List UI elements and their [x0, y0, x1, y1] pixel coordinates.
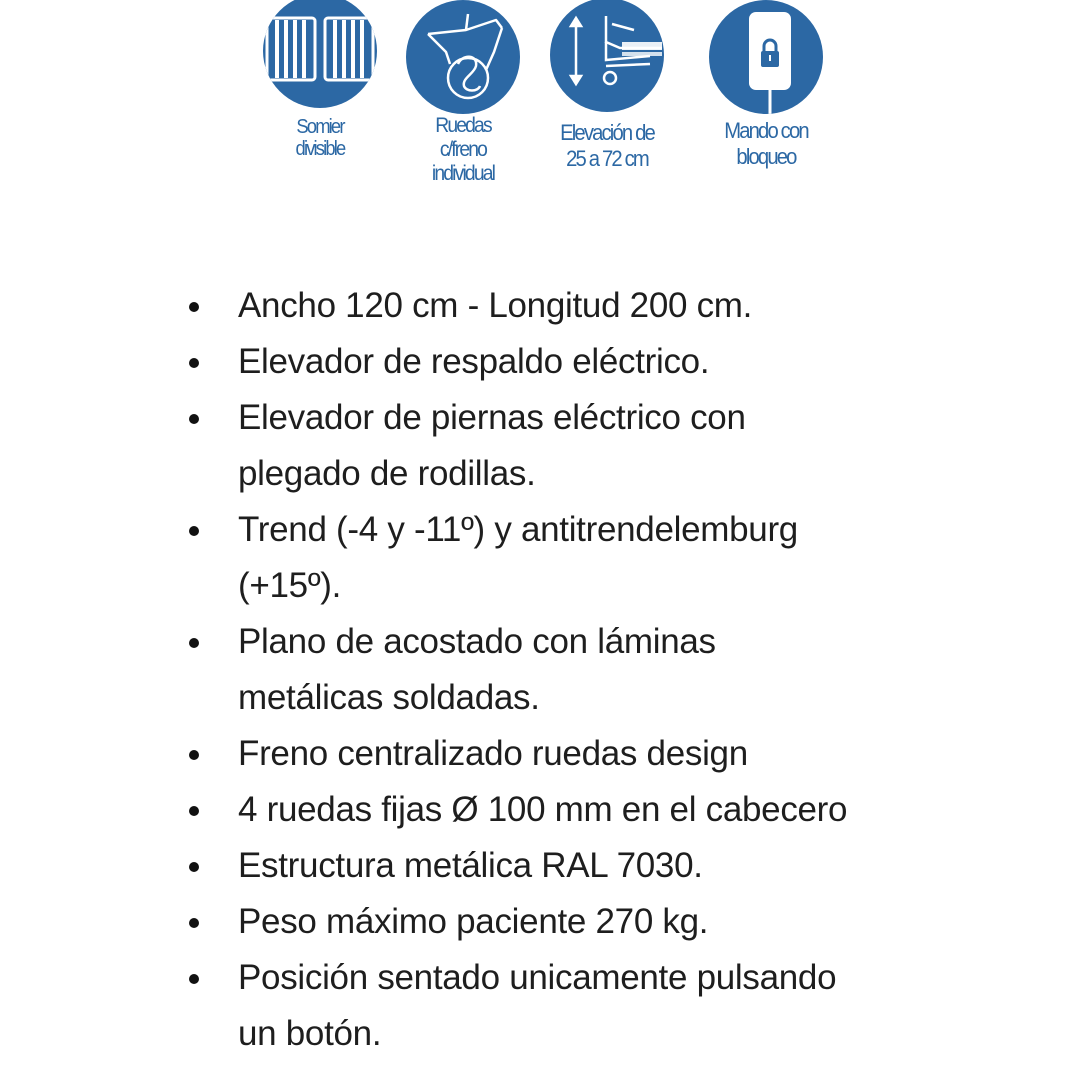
feature-caption [688, 118, 844, 170]
feature-caption [529, 120, 685, 172]
spec-item [0, 782, 998, 838]
caption-line: bloqueo [736, 144, 796, 169]
spec-item [0, 726, 998, 782]
divided-mattress-base-icon [263, 0, 377, 108]
caster-wheel-brake-icon [406, 0, 520, 114]
caption-line: 25 a 72 cm [566, 146, 648, 171]
spec-line: Posición sentado unicamente pulsando [238, 958, 837, 997]
bullet-icon [189, 302, 199, 312]
locking-remote-control-icon [709, 0, 823, 114]
caption-line: Somier [296, 116, 344, 138]
feature-caster-wheel-brake [388, 0, 538, 186]
feature-caption [251, 116, 389, 160]
bullet-icon [189, 750, 199, 760]
bed-elevation-icon [550, 0, 664, 112]
spec-line: plegado de rodillas. [238, 454, 536, 493]
bullet-icon [189, 918, 199, 928]
spec-item [0, 838, 998, 894]
bullet-icon [189, 638, 199, 648]
bullet-icon [189, 862, 199, 872]
spec-line: Elevador de respaldo eléctrico. [238, 342, 710, 381]
feature-divided-mattress-base [245, 0, 395, 160]
spec-item [0, 614, 998, 726]
spec-line: un botón. [238, 1014, 382, 1053]
bullet-icon [189, 806, 199, 816]
spec-item [0, 334, 998, 390]
spec-item [0, 390, 998, 502]
spec-line: Trend (-4 y -11º) y antitrendelemburg [238, 510, 798, 549]
bullet-icon [189, 414, 199, 424]
caption-line: c/freno [439, 138, 487, 161]
caption-line: Ruedas [435, 114, 491, 137]
spec-line: Freno centralizado ruedas design [238, 734, 748, 773]
spec-line: (+15º). [238, 566, 342, 605]
spec-line: 4 ruedas fijas Ø 100 mm en el cabecero [238, 790, 848, 829]
spec-line: Plano de acostado con láminas [238, 622, 716, 661]
bullet-icon [189, 974, 199, 984]
feature-caption [394, 114, 532, 186]
spec-line: Elevador de piernas eléctrico con [238, 398, 746, 437]
spec-item [0, 894, 998, 950]
spec-line: Peso máximo paciente 270 kg. [238, 902, 709, 941]
spec-item [0, 950, 998, 1062]
specifications-list [0, 278, 1080, 1062]
caption-line: Mando con [724, 118, 808, 143]
caption-line: individual [431, 162, 495, 185]
feature-icons-row [0, 0, 1080, 200]
bullet-icon [189, 358, 199, 368]
bullet-icon [189, 526, 199, 536]
feature-locking-remote-control [691, 0, 841, 170]
caption-line: Elevación de [560, 120, 654, 145]
spec-item [0, 502, 998, 614]
spec-line: Estructura metálica RAL 7030. [238, 846, 703, 885]
spec-line: Ancho 120 cm - Longitud 200 cm. [238, 286, 753, 325]
spec-line: metálicas soldadas. [238, 678, 540, 717]
feature-bed-elevation [532, 0, 682, 172]
spec-item [0, 278, 998, 334]
caption-line: divisible [295, 138, 345, 160]
